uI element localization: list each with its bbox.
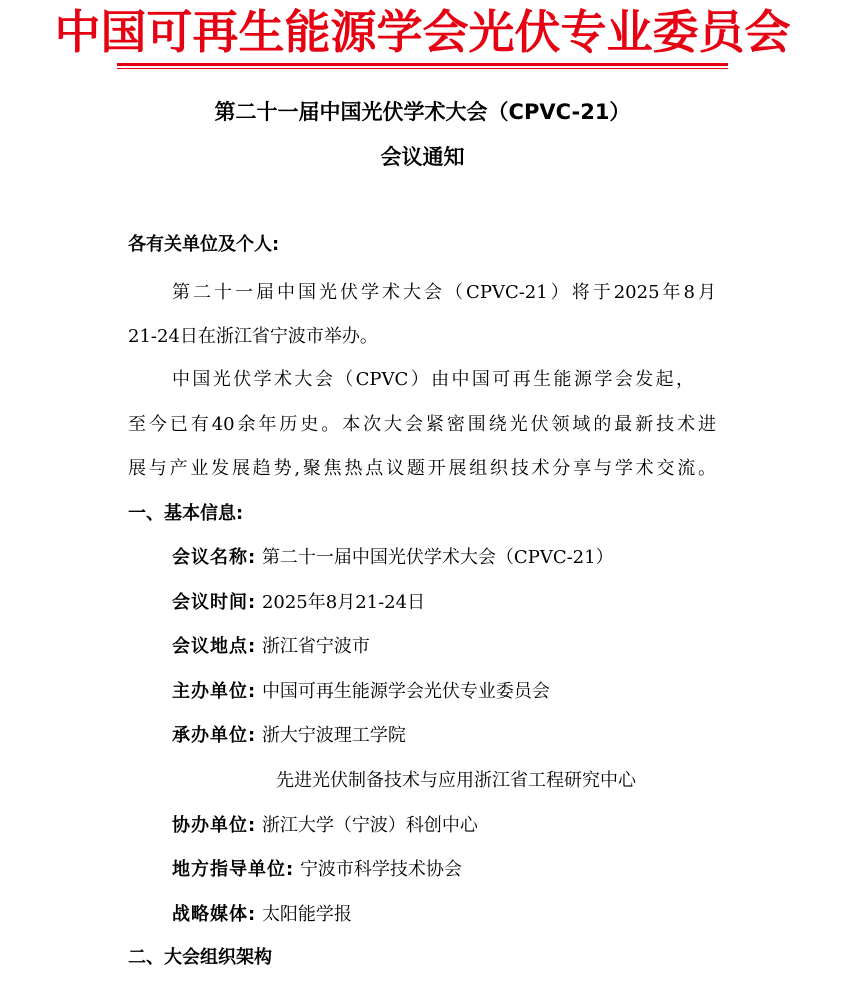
info-label: 承办单位:	[172, 725, 257, 746]
info-row-time	[172, 589, 425, 617]
paragraph-2-line-3: 展与产业发展趋势,聚焦热点议题开展组织技术分享与学术交流。	[128, 458, 716, 479]
info-row-host	[172, 678, 550, 706]
paragraph-1-line-1: 第二十一届中国光伏学术大会（CPVC-21）将于2025年8月	[172, 282, 716, 303]
info-row-coorganizer	[172, 812, 478, 840]
info-row-local-guide	[172, 856, 462, 884]
info-row-media	[172, 901, 352, 929]
info-value: 宁波市科学技术协会	[299, 859, 462, 880]
info-label: 协办单位:	[172, 815, 257, 836]
info-label: 地方指导单位:	[172, 859, 295, 880]
info-value: 浙大宁波理工学院	[261, 725, 406, 746]
info-value: 中国可再生能源学会光伏专业委员会	[261, 681, 550, 702]
info-value: 2025年8月21-24日	[261, 592, 426, 613]
salutation: 各有关单位及个人:	[128, 234, 280, 255]
info-row-place	[172, 633, 370, 661]
document-subtitle: 会议通知	[380, 145, 465, 169]
letterhead-title: 中国可再生能源学会光伏专业委员会	[54, 5, 791, 59]
info-label: 会议时间:	[172, 592, 257, 613]
info-label: 主办单位:	[172, 681, 257, 702]
info-label: 战略媒体:	[172, 904, 257, 925]
info-value: 第二十一届中国光伏学术大会（CPVC-21）	[261, 547, 614, 568]
info-value: 浙江省宁波市	[261, 636, 370, 657]
info-label: 会议名称:	[172, 547, 257, 568]
info-value: 浙江大学（宁波）科创中心	[261, 815, 478, 836]
paragraph-1-line-2: 21-24日在浙江省宁波市举办。	[128, 326, 378, 347]
letterhead-rule-thin	[117, 68, 728, 69]
letterhead-rule-thick	[117, 63, 728, 66]
paragraph-2-line-2: 至今已有40余年历史。本次大会紧密围绕光伏领域的最新技术进	[128, 414, 716, 435]
info-value: 太阳能学报	[261, 904, 352, 925]
info-row-name	[172, 544, 614, 572]
section-2-heading: 二、大会组织架构	[128, 947, 272, 968]
info-row-organizer-2: 先进光伏制备技术与应用浙江省工程研究中心	[276, 770, 636, 791]
document-title: 第二十一届中国光伏学术大会（CPVC-21）	[214, 100, 631, 124]
paragraph-2-line-1: 中国光伏学术大会（CPVC）由中国可再生能源学会发起，	[172, 369, 694, 390]
section-1-heading: 一、基本信息:	[128, 503, 244, 524]
info-label: 会议地点:	[172, 636, 257, 657]
info-row-organizer	[172, 722, 406, 750]
